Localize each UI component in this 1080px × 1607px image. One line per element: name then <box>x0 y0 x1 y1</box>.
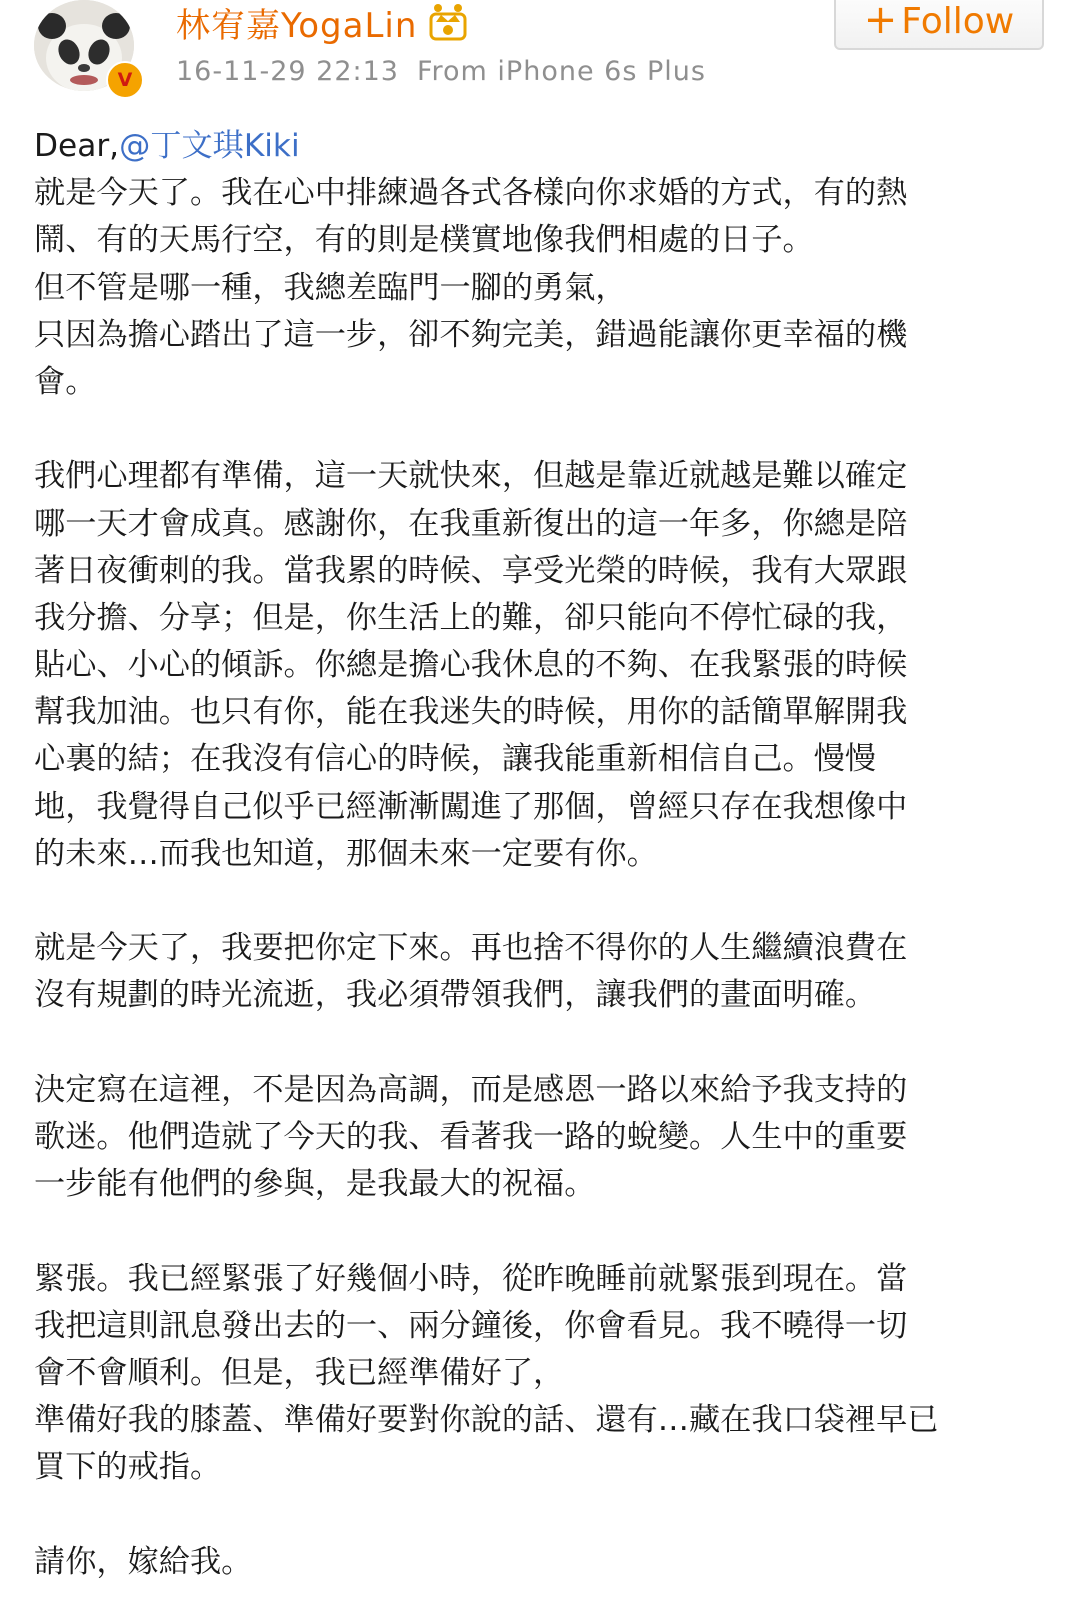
post-text-line: 決定寫在這裡，不是因為高調，而是感恩一路以來給予我支持的 <box>34 1071 908 1108</box>
paragraph-gap <box>34 1491 1044 1538</box>
follow-label: Follow <box>901 1 1015 42</box>
post-body <box>34 123 1044 1586</box>
post-text-line: 會。 <box>34 363 97 400</box>
post-text-line: 緊張。我已經緊張了好幾個小時，從昨晚睡前就緊張到現在。當 <box>34 1260 908 1297</box>
post-text-line: 請你，嫁給我。 <box>34 1543 253 1580</box>
post-text-line: 但不管是哪一種，我總差臨門一腳的勇氣， <box>34 269 627 306</box>
post-source[interactable]: From iPhone 6s Plus <box>416 56 706 87</box>
post-text-line: 貼心、小心的傾訴。你總是擔心我休息的不夠、在我緊張的時候 <box>34 647 908 684</box>
post-text-line: 鬧、有的天馬行空，有的則是樸實地像我們相處的日子。 <box>34 222 814 259</box>
post-text-line: 就是今天了，我要把你定下來。再也捨不得你的人生繼續浪費在 <box>34 930 908 967</box>
post-text-line: 我分擔、分享；但是，你生活上的難，卻只能向不停忙碌的我， <box>34 599 908 636</box>
follow-button[interactable] <box>834 0 1044 50</box>
post-text-line: 哪一天才會成真。感謝你，在我重新復出的這一年多，你總是陪 <box>34 505 908 542</box>
post-text-line: 就是今天了。我在心中排練過各式各樣向你求婚的方式，有的熱 <box>34 175 908 212</box>
mention-link[interactable]: @丁文琪Kiki <box>119 128 300 164</box>
post-text-line: 地，我覺得自己似乎已經漸漸闖進了那個，曾經只存在我想像中 <box>34 788 908 825</box>
verified-badge-icon: V <box>106 61 144 99</box>
post-text-line: 心裏的結；在我沒有信心的時候，讓我能重新相信自己。慢慢 <box>34 741 877 778</box>
post-text-line: 的未來…而我也知道，那個未來一定要有你。 <box>34 835 658 872</box>
paragraph-gap <box>34 1020 1044 1067</box>
crown-vip-icon[interactable] <box>427 2 469 42</box>
post-text-line: 準備好我的膝蓋、準備好要對你說的話、還有…藏在我口袋裡早已 <box>34 1402 939 1439</box>
post-text-line: 我們心理都有準備，這一天就快來，但越是靠近就越是難以確定 <box>34 458 908 495</box>
post-text-line: 歌迷。他們造就了今天的我、看著我一路的蛻變。人生中的重要 <box>34 1118 908 1155</box>
paragraph-gap <box>34 878 1044 925</box>
post-text-line: 沒有規劃的時光流逝，我必須帶領我們，讓我們的畫面明確。 <box>34 977 877 1014</box>
post-text-line: 只因為擔心踏出了這一步，卻不夠完美，錯過能讓你更幸福的機 <box>34 316 908 353</box>
username-link[interactable]: 林宥嘉YogaLin <box>176 5 418 46</box>
post-text-line: 我把這則訊息發出去的一、兩分鐘後，你會看見。我不曉得一切 <box>34 1307 908 1344</box>
greeting-line <box>34 123 1044 170</box>
timestamp: 16-11-29 22:13 <box>176 56 399 87</box>
post-text-line: 一步能有他們的參與，是我最大的祝福。 <box>34 1166 596 1203</box>
post-text-line: 著日夜衝刺的我。當我累的時候、享受光榮的時候，我有大眾跟 <box>34 552 908 589</box>
post-text-line: 會不會順利。但是，我已經準備好了， <box>34 1354 565 1391</box>
greeting: Dear, <box>34 128 120 164</box>
paragraph-gap <box>34 1208 1044 1255</box>
post-text-line: 買下的戒指。 <box>34 1449 222 1486</box>
author-name-row <box>176 0 469 44</box>
paragraph-gap <box>34 406 1044 453</box>
post-meta <box>176 56 706 87</box>
post-text-line: 幫我加油。也只有你，能在我迷失的時候，用你的話簡單解開我 <box>34 694 908 731</box>
plus-icon: + <box>863 0 898 43</box>
